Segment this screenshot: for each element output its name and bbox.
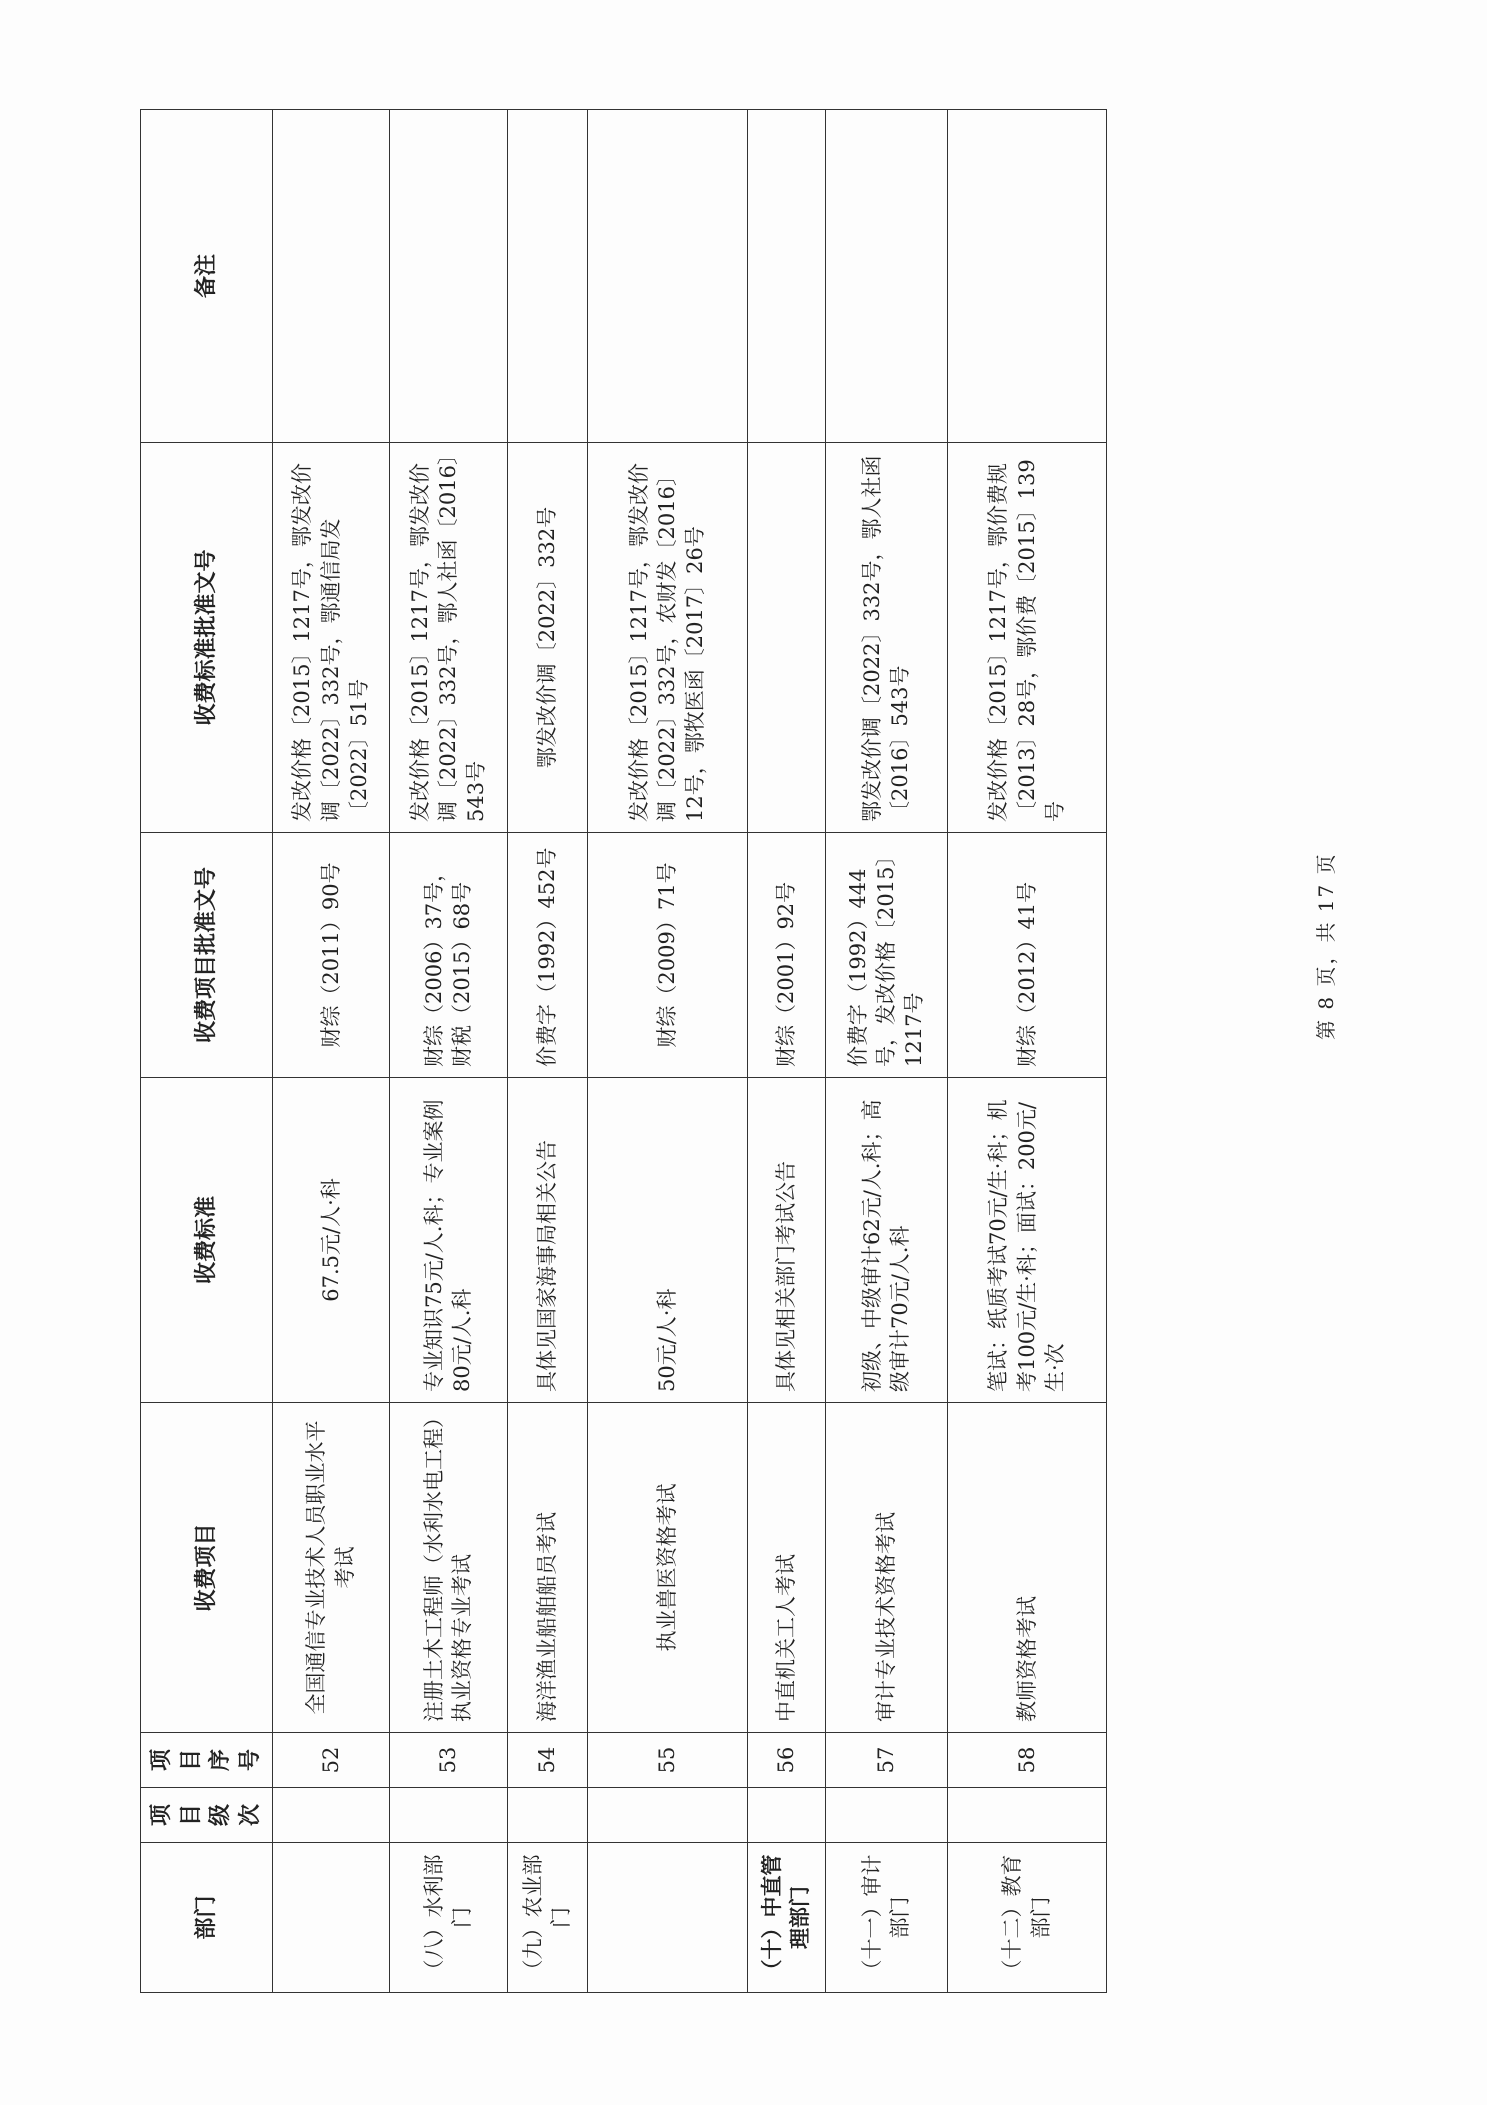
cell-dept (272, 1843, 389, 1993)
cell-seq: 53 (389, 1733, 507, 1788)
cell-dept: （九）农业部门 (507, 1843, 587, 1993)
table-row (947, 110, 1106, 1993)
cell-seq: 58 (947, 1733, 1106, 1788)
cell-item-doc: 价费字（1992）452号 (507, 833, 587, 1078)
cell-seq: 52 (272, 1733, 389, 1788)
cell-level (507, 1788, 587, 1843)
cell-standard: 50元/人·科 (587, 1078, 747, 1403)
cell-std-doc (747, 443, 825, 833)
cell-item: 中直机关工人考试 (747, 1403, 825, 1733)
table-row (507, 110, 587, 1993)
cell-dept: （十）中直管理部门 (747, 1843, 825, 1993)
cell-standard: 具体见相关部门考试公告 (747, 1078, 825, 1403)
cell-seq: 55 (587, 1733, 747, 1788)
cell-item: 教师资格考试 (947, 1403, 1106, 1733)
cell-level (947, 1788, 1106, 1843)
cell-item-doc: 财综（2009）71号 (587, 833, 747, 1078)
cell-level (747, 1788, 825, 1843)
cell-std-doc: 鄂发改价调〔2022〕332号 (507, 443, 587, 833)
cell-standard: 笔试：纸质考试70元/生·科；机考100元/生·科；面试：200元/生·次 (947, 1078, 1106, 1403)
fee-table (140, 109, 1107, 1993)
cell-level (389, 1788, 507, 1843)
header-item: 收费项目 (141, 1403, 273, 1733)
table-row (587, 110, 747, 1993)
cell-remark (947, 110, 1106, 443)
table-row (389, 110, 507, 1993)
cell-level (587, 1788, 747, 1843)
cell-remark (389, 110, 507, 443)
header-seq: 项目序号 (141, 1733, 273, 1788)
cell-item-doc: 财综（2011）90号 (272, 833, 389, 1078)
cell-item-doc: 财综（2001）92号 (747, 833, 825, 1078)
cell-item: 全国通信专业技术人员职业水平考试 (272, 1403, 389, 1733)
cell-remark (747, 110, 825, 443)
cell-remark (825, 110, 947, 443)
table-row (747, 110, 825, 1993)
cell-dept: （十一）审计部门 (825, 1843, 947, 1993)
cell-item-doc: 财综（2012）41号 (947, 833, 1106, 1078)
cell-level (272, 1788, 389, 1843)
cell-dept (587, 1843, 747, 1993)
cell-seq: 56 (747, 1733, 825, 1788)
cell-item: 海洋渔业船舶船员考试 (507, 1403, 587, 1733)
cell-std-doc: 发改价格〔2015〕1217号，鄂发改价调〔2022〕332号，鄂通信局发〔2022〕51号 (272, 443, 389, 833)
cell-remark (587, 110, 747, 443)
cell-std-doc: 鄂发改价调〔2022〕332号，鄂人社函〔2016〕543号 (825, 443, 947, 833)
cell-remark (272, 110, 389, 443)
table-row (272, 110, 389, 1993)
cell-level (825, 1788, 947, 1843)
cell-item: 审计专业技术资格考试 (825, 1403, 947, 1733)
cell-std-doc: 发改价格〔2015〕1217号，鄂发改价调〔2022〕332号，鄂人社函〔2016〕543号 (389, 443, 507, 833)
cell-item: 注册土木工程师（水利水电工程）执业资格专业考试 (389, 1403, 507, 1733)
table-row (825, 110, 947, 1993)
cell-seq: 57 (825, 1733, 947, 1788)
cell-standard: 具体见国家海事局相关公告 (507, 1078, 587, 1403)
header-remark: 备注 (141, 110, 273, 443)
table-header-row (141, 110, 273, 1993)
fee-table-container (140, 110, 1067, 1993)
header-std-doc: 收费标准批准文号 (141, 443, 273, 833)
cell-item-doc: 财综（2006）37号，财税（2015）68号 (389, 833, 507, 1078)
header-level: 项目级次 (141, 1788, 273, 1843)
cell-item-doc: 价费字（1992）444号，发改价格〔2015〕1217号 (825, 833, 947, 1078)
cell-standard: 67.5元/人·科 (272, 1078, 389, 1403)
cell-item: 执业兽医资格考试 (587, 1403, 747, 1733)
page-number-footer: 第 8 页，共 17 页 (1314, 852, 1338, 1040)
cell-dept: （八）水利部门 (389, 1843, 507, 1993)
cell-standard: 初级、中级审计62元/人.科；高级审计70元/人.科 (825, 1078, 947, 1403)
cell-std-doc: 发改价格〔2015〕1217号，鄂发改价调〔2022〕332号，农财发〔2016〕12号，鄂牧医函〔2017〕26号 (587, 443, 747, 833)
cell-standard: 专业知识75元/人.科；专业案例80元/人.科 (389, 1078, 507, 1403)
header-standard: 收费标准 (141, 1078, 273, 1403)
header-item-doc: 收费项目批准文号 (141, 833, 273, 1078)
cell-std-doc: 发改价格〔2015〕1217号，鄂价费规〔2013〕28号，鄂价费〔2015〕139号 (947, 443, 1106, 833)
cell-dept: （十二）教育部门 (947, 1843, 1106, 1993)
cell-remark (507, 110, 587, 443)
cell-seq: 54 (507, 1733, 587, 1788)
header-dept: 部门 (141, 1843, 273, 1993)
